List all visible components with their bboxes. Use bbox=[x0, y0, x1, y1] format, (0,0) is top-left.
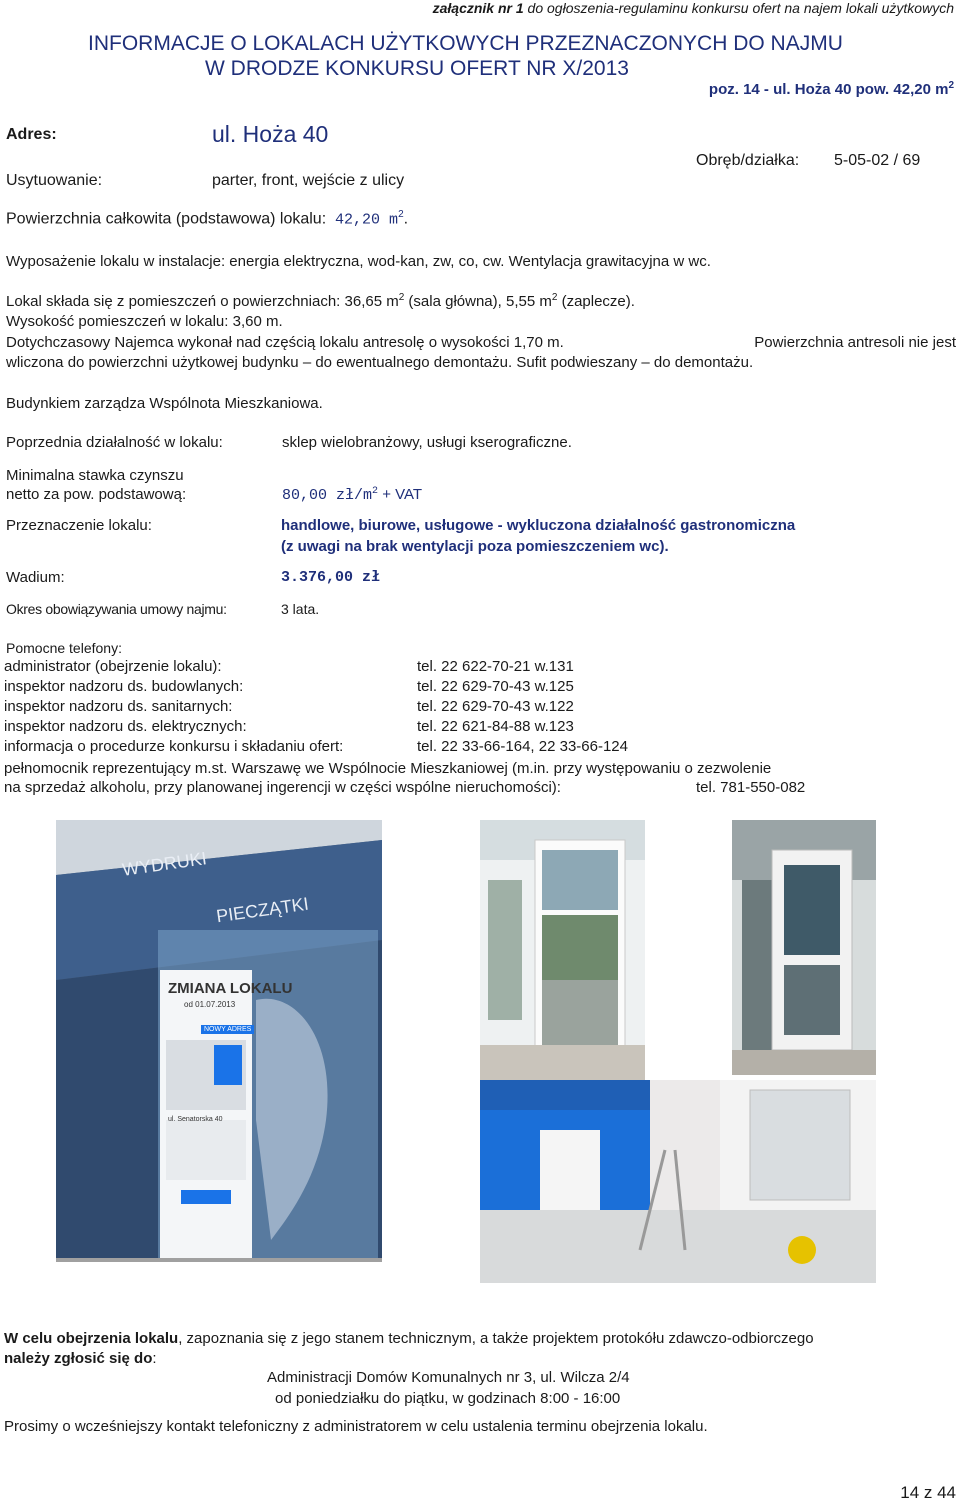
attachment-note bbox=[433, 0, 954, 16]
page-number: 14 z 44 bbox=[900, 1483, 956, 1502]
phone-row-label: informacja o procedurze konkursu i składaniu ofert: bbox=[4, 738, 344, 755]
parcel-label: Obręb/działka: bbox=[696, 152, 800, 169]
phone-row-label: inspektor nadzoru ds. elektrycznych: bbox=[4, 718, 247, 735]
phone-row-tel[interactable]: tel. 22 629-70-43 w.125 bbox=[417, 678, 574, 695]
mezzanine-text-2: wliczona do powierzchni użytkowej budynku – do ewentualnego demontażu. Sufit podwieszany – do demontażu. bbox=[6, 354, 754, 371]
proxy-line-1: pełnomocnik reprezentujący m.st. Warszawę we Wspólnocie Mieszkaniowej (m.in. przy występowaniu o zezwolenie bbox=[4, 760, 772, 777]
rooms-back: (sala główna), 5,55 m bbox=[404, 293, 552, 310]
entrance-photo bbox=[480, 820, 645, 1080]
min-rate-sup: 2 bbox=[372, 486, 379, 497]
purpose-label: Przeznaczenie lokalu: bbox=[6, 517, 152, 534]
register-line bbox=[4, 1350, 157, 1367]
interior-photo bbox=[480, 1080, 876, 1283]
phones-heading: Pomocne telefony: bbox=[6, 640, 122, 656]
poster-title: ZMIANA LOKALU bbox=[168, 980, 293, 997]
location-label: Usytuowanie: bbox=[6, 172, 103, 189]
area-label: Powierzchnia całkowita (podstawowa) lokalu: bbox=[6, 210, 327, 228]
phone-row-tel[interactable]: tel. 22 629-70-43 w.122 bbox=[417, 698, 574, 715]
purpose-line-1: handlowe, biurowe, usługowe - wykluczona działalność gastronomiczna bbox=[281, 517, 796, 534]
phones-list bbox=[4, 658, 704, 758]
phone-row bbox=[4, 698, 704, 718]
document-title-line2: W DRODZE KONKURSU OFERT NR X/2013 bbox=[205, 57, 629, 80]
address-value: ul. Hoża 40 bbox=[212, 121, 329, 147]
mezzanine-text-1a: Dotychczasowy Najemca wykonał nad częścią lokalu antresolę o wysokości 1,70 m. bbox=[6, 334, 564, 351]
manager-text: Budynkiem zarządza Wspólnota Mieszkaniowa. bbox=[6, 395, 323, 412]
proxy-line-2: na sprzedaż alkoholu, przy planowanej ingerencji w części wspólne nieruchomości): bbox=[4, 779, 561, 796]
storefront-illustration bbox=[56, 820, 382, 1262]
attachment-number: załącznik nr 1 bbox=[432, 0, 524, 16]
height-text: Wysokość pomieszczeń w lokalu: 3,60 m. bbox=[6, 313, 283, 330]
storefront-photo bbox=[56, 820, 382, 1262]
address-label: Adres: bbox=[6, 126, 57, 143]
location-value: parter, front, wejście z ulicy bbox=[212, 172, 405, 189]
poster-street: ul. Senatorska 40 bbox=[168, 1116, 223, 1123]
parcel-value: 5-05-02 / 69 bbox=[834, 152, 921, 169]
poster-date: od 01.07.2013 bbox=[184, 1000, 236, 1009]
position-sup: 2 bbox=[948, 80, 954, 91]
area-sup: 2 bbox=[398, 209, 404, 220]
rooms-sup-2: 2 bbox=[551, 292, 558, 303]
office-line-1: Administracji Domów Komunalnych nr 3, ul. Wilcza 2/4 bbox=[267, 1369, 630, 1386]
document-title-line1: INFORMACJE O LOKALACH UŻYTKOWYCH PRZEZNACZONYCH DO NAJMU bbox=[88, 32, 843, 55]
purpose-line-2: (z uwagi na brak wentylacji poza pomieszczeniem wc). bbox=[281, 538, 669, 555]
register-rest: : bbox=[152, 1350, 157, 1367]
sign-pieczatki: PIECZĄTKI bbox=[214, 893, 310, 927]
phone-row bbox=[4, 678, 704, 698]
attachment-text: do ogłoszenia-regulaminu konkursu ofert na najem lokali użytkowych bbox=[523, 0, 954, 16]
proxy-tel[interactable]: tel. 781-550-082 bbox=[696, 779, 806, 796]
rooms-text bbox=[6, 292, 635, 310]
poster-badge: NOWY ADRES bbox=[201, 1025, 254, 1034]
interior-illustration bbox=[480, 1080, 876, 1283]
contact-line: Prosimy o wcześniejszy kontakt telefoniczny z administratorem w celu ustalenia terminu obejrzenia lokalu. bbox=[4, 1418, 708, 1435]
area-value: 42,20 m bbox=[335, 211, 399, 229]
phone-row bbox=[4, 718, 704, 738]
phone-row-label: administrator (obejrzenie lokalu): bbox=[4, 658, 222, 675]
visit-line bbox=[4, 1330, 814, 1347]
door-photo bbox=[732, 820, 876, 1075]
term-value: 3 lata. bbox=[281, 601, 320, 617]
min-rate-amount: 80,00 zł/m bbox=[282, 487, 373, 504]
area-tail: . bbox=[403, 210, 409, 228]
door-illustration bbox=[732, 820, 876, 1075]
term-label: Okres obowiązywania umowy najmu: bbox=[6, 601, 227, 617]
position-text: poz. 14 - ul. Hoża 40 pow. 42,20 m bbox=[708, 81, 949, 98]
phone-row bbox=[4, 738, 704, 758]
mezzanine-text-1b: Powierzchnia antresoli nie jest bbox=[754, 334, 956, 351]
phone-row-tel[interactable]: tel. 22 621-84-88 w.123 bbox=[417, 718, 574, 735]
phone-row-label: inspektor nadzoru ds. sanitarnych: bbox=[4, 698, 233, 715]
deposit-label: Wadium: bbox=[6, 569, 65, 586]
min-rate-label-1: Minimalna stawka czynszu bbox=[6, 467, 184, 484]
rooms-sup-1: 2 bbox=[398, 292, 405, 303]
phone-row bbox=[4, 658, 704, 678]
min-rate-value bbox=[282, 486, 422, 504]
phone-row-label: inspektor nadzoru ds. budowlanych: bbox=[4, 678, 244, 695]
rooms-main: Lokal składa się z pomieszczeń o powierzchniach: 36,65 m bbox=[6, 293, 399, 310]
sign-wydruki: WYDRUKI bbox=[120, 848, 208, 880]
area-line bbox=[6, 209, 408, 228]
position-line bbox=[709, 80, 954, 98]
phone-row-tel[interactable]: tel. 22 622-70-21 w.131 bbox=[417, 658, 574, 675]
previous-activity-value: sklep wielobranżowy, usługi kserograficzne. bbox=[282, 434, 572, 451]
phone-row-tel[interactable]: tel. 22 33-66-164, 22 33-66-124 bbox=[417, 738, 628, 755]
register-bold: należy zgłosić się do bbox=[4, 1350, 153, 1367]
office-line-2: od poniedziałku do piątku, w godzinach 8:00 - 16:00 bbox=[275, 1390, 621, 1407]
visit-bold: W celu obejrzenia lokalu bbox=[4, 1330, 179, 1347]
entrance-illustration bbox=[480, 820, 645, 1080]
visit-rest: , zapoznania się z jego stanem technicznym, a także projektem protokółu zdawczo-odbiorczego bbox=[178, 1330, 814, 1347]
min-rate-label-2: netto za pow. podstawową: bbox=[6, 486, 187, 503]
equipment-text: Wyposażenie lokalu w instalacje: energia elektryczna, wod-kan, zw, co, cw. Wentylacja grawitacyjna w wc. bbox=[6, 253, 711, 270]
previous-activity-label: Poprzednia działalność w lokalu: bbox=[6, 434, 223, 451]
min-rate-vat: + VAT bbox=[378, 486, 423, 503]
deposit-value: 3.376,00 zł bbox=[281, 569, 381, 586]
rooms-tail: (zaplecze). bbox=[557, 293, 635, 310]
